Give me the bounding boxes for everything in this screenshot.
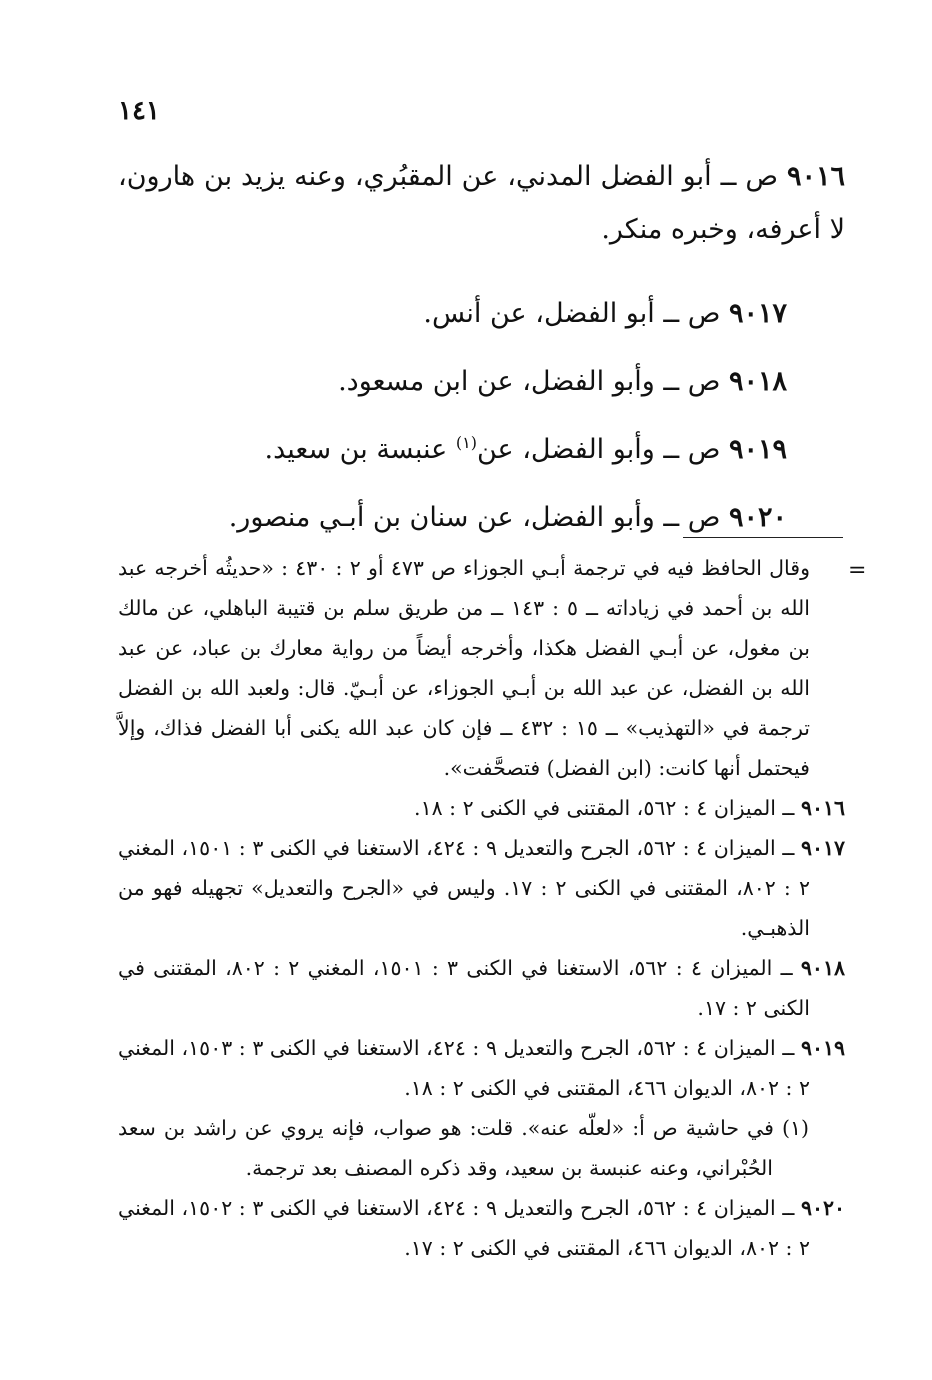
- note-9019: [118, 1028, 845, 1108]
- footnote-ref[interactable]: (١): [455, 433, 477, 452]
- note-continuation: وقال الحافظ فيه في ترجمة أبـي الجوزاء ص ٤٧٣ أو ٢ : ٤٣٠ : «حديثُه أخرجه عبد الله بن أحمد في زياداته ــ ٥ : ١٤٣ ــ من طريق سلم بن قتيبة الباهلي، عن مالك بن مغول، عن أبـي الفضل هكذا، وأخرجه أيضاً من رواية معارك بن عباد، عن عبد الله بن الفضل، عن عبد الله بن أبـي الجوزاء، عن أبـيّ. قال: ولعبد الله بن الفضل ترجمة في «التهذيب» ــ ١٥ : ٤٣٢ ــ فإن كان عبد الله يكنى أبا الفضل فذاك، وإلاَّ فيحتمل أنها كانت: (ابن الفضل) فتصحَّفت».: [118, 556, 810, 780]
- footnotes: [118, 548, 845, 1268]
- note-number: ٩٠١٧: [800, 836, 845, 860]
- entry-text-after: عنبسة بن سعيد.: [264, 434, 456, 465]
- note-number: ٩٠٢٠: [800, 1196, 845, 1220]
- page-number: ١٤١: [118, 96, 160, 126]
- note-9018: [118, 948, 845, 1028]
- entry-text: ص ــ وأبو الفضل، عن سنان بن أبـي منصور.: [228, 502, 721, 533]
- entry-number: ٩٠١٩: [728, 434, 787, 465]
- note-9020: [118, 1188, 845, 1268]
- note-text: ــ الميزان ٤ : ٥٦٢، المقتنى في الكنى ٢ : ١٨.: [414, 796, 795, 820]
- footnote-1: [118, 1108, 845, 1188]
- note-number: ٩٠١٦: [800, 796, 845, 820]
- entry-number: ٩٠٢٠: [728, 502, 787, 533]
- entry-number: ٩٠١٨: [728, 366, 787, 397]
- entry-9018: [118, 362, 845, 402]
- entry-9019: [118, 430, 845, 470]
- main-entries: [118, 150, 845, 538]
- entry-9020: [118, 498, 845, 538]
- entry-text: ص ــ وأبو الفضل، عن ابن مسعود.: [338, 366, 721, 397]
- entry-text: ص ــ وأبو الفضل، عن: [476, 434, 721, 465]
- note-number: ٩٠١٨: [800, 956, 845, 980]
- note-text: ــ الميزان ٤ : ٥٦٢، الجرح والتعديل ٩ : ٤٢٤، الاستغنا في الكنى ٣ : ١٥٠٢، المغني ٢ : ٨٠٢، الديوان ٤٦٦، المقتنى في الكنى ٢ : ١٧.: [118, 1196, 810, 1260]
- note-9016: [118, 788, 845, 828]
- entry-text: ص ــ أبو الفضل المدني، عن المقبُري، وعنه يزيد بن هارون، لا أعرفه، وخبره منكر.: [118, 161, 845, 245]
- footnote-separator: [683, 537, 843, 538]
- footnote-text: في حاشية ص أ: «لعلّه عنه». قلت: هو صواب، فإنه يروي عن راشد بن سعد الحُبْراني، وعنه عنبسة بن سعيد، وقد ذكره المصنف بعد ترجمة.: [118, 1116, 774, 1180]
- entry-text: ص ــ أبو الفضل، عن أنس.: [423, 298, 721, 329]
- note-number: ٩٠١٩: [800, 1036, 845, 1060]
- note-text: ــ الميزان ٤ : ٥٦٢، الجرح والتعديل ٩ : ٤٢٤، الاستغنا في الكنى ٣ : ١٥٠٣، المغني ٢ : ٨٠٢، الديوان ٤٦٦، المقتنى في الكنى ٢ : ١٨.: [118, 1036, 810, 1100]
- entry-number: ٩٠١٦: [786, 161, 845, 192]
- footnote-number: (١): [781, 1116, 809, 1140]
- entry-9016: [118, 150, 845, 256]
- entry-number: ٩٠١٧: [728, 298, 787, 329]
- continuation-mark: =: [848, 558, 867, 583]
- entry-9017: [118, 294, 845, 334]
- note-text: ــ الميزان ٤ : ٥٦٢، الاستغنا في الكنى ٣ : ١٥٠١، المغني ٢ : ٨٠٢، المقتنى في الكنى ٢ : ١٧.: [118, 956, 810, 1020]
- note-text: ــ الميزان ٤ : ٥٦٢، الجرح والتعديل ٩ : ٤٢٤، الاستغنا في الكنى ٣ : ١٥٠١، المغني ٢ : ٨٠٢، المقتنى في الكنى ٢ : ١٧. وليس في «الجرح والتعديل» تجهيله فهو من الذهبـي.: [118, 836, 810, 940]
- note-9017: [118, 828, 845, 948]
